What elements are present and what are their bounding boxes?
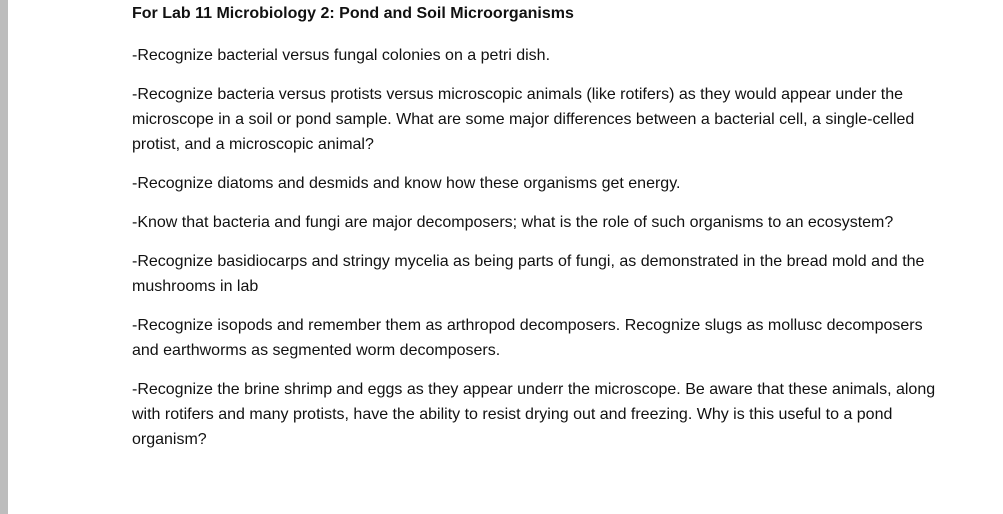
paragraph-isopods-slugs: -Recognize isopods and remember them as arthropod decomposers. Recognize slugs as mollusc decomposers and earthworms as segmented worm decomposers. — [132, 317, 923, 359]
paragraph-brine-shrimp: -Recognize the brine shrimp and eggs as they appear underr the microscope. Be aware that these animals, along with rotifers and many protists, have the ability to resist drying out and freezing. Why is this useful to a pond organism? — [132, 381, 936, 448]
document-body — [132, 4, 952, 466]
paragraph-colonies: -Recognize bacterial versus fungal colonies on a petri dish. — [132, 47, 551, 64]
paragraph-microscope-organisms: -Recognize bacteria versus protists versus microscopic animals (like rotifers) as they would appear under the microscope in a soil or pond sample. What are some major differences between a bacterial cell, a single-celled protist, and a microscopic animal? — [132, 86, 915, 153]
paragraph-diatoms-desmids: -Recognize diatoms and desmids and know how these organisms get energy. — [132, 175, 681, 192]
page-left-border — [0, 0, 8, 514]
document-title: For Lab 11 Microbiology 2: Pond and Soil Microorganisms — [132, 5, 574, 22]
paragraph-fungi-parts: -Recognize basidiocarps and stringy mycelia as being parts of fungi, as demonstrated in the bread mold and the mushrooms in lab — [132, 253, 925, 295]
paragraph-decomposers: -Know that bacteria and fungi are major decomposers; what is the role of such organisms to an ecosystem? — [132, 214, 894, 231]
